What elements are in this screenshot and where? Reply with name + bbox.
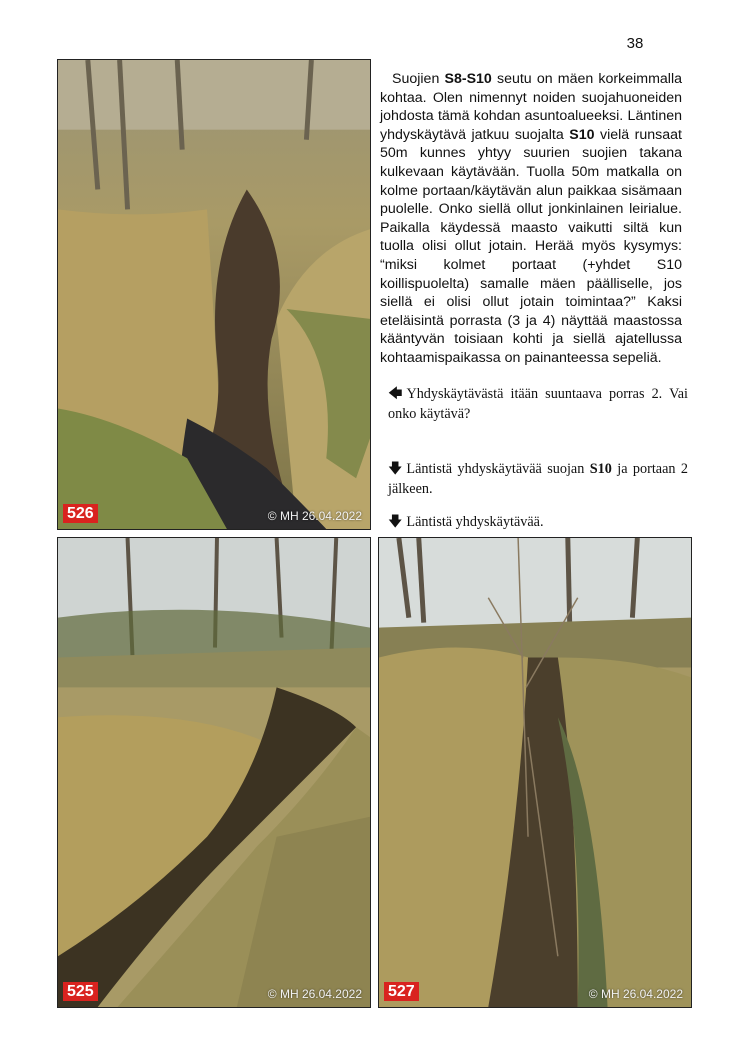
photo-credit: © MH 26.04.2022 bbox=[267, 509, 362, 523]
caption-text: Yhdyskäytävästä itään suuntaava porras 2. Vai onko käytävä? bbox=[388, 386, 688, 422]
caption-text: ja portaan 2 jälkeen. bbox=[388, 461, 688, 497]
text-segment: vielä runsaat 50m kunnes yhtyy suurien suojien takana kulkevaan käytävään. Tuolla 50m matkalla on kolme portaan/käytävän alun paikkaa sisämaan puolelle. Onko siellä ollut jonkinlainen leirialue. Paikalla käydessä maasto vaikutti siltä kun tuolla olisi ollut jotain. Herää myös kysymys: “miksi kolmet portaat (+yhdet S10 koillispuolelta) samalle mäen päälliselle, jos siellä ei olisi ollut jotain toimintaa?” Kaksi eteläisintä porrasta (3 ja 4) näyttää maastossa kääntyvän toisiaan kohti ja siellä ajatellussa kohtaamispaikassa on painanteessa sepeliä. bbox=[380, 126, 682, 366]
caption-photo-526 bbox=[388, 384, 688, 424]
text-segment: seutu on mäen korkeimmalla kohtaa. Olen nimennyt noiden suojahuoneiden johdosta tämä kohdan asuntoalueeksi. Läntinen yhdyskäytävä jatkuu suojalta bbox=[380, 71, 683, 143]
trench-photo-icon bbox=[58, 538, 370, 1007]
photo-number-badge: 527 bbox=[384, 982, 419, 1001]
photo-credit: © MH 26.04.2022 bbox=[588, 987, 683, 1001]
photo-525 bbox=[57, 537, 371, 1008]
caption-photo-525 bbox=[388, 459, 688, 499]
caption-photo-527 bbox=[388, 512, 688, 532]
photo-number-badge: 525 bbox=[63, 982, 98, 1001]
photo-526 bbox=[57, 59, 371, 530]
arrow-down-icon: 🡇 bbox=[388, 514, 403, 530]
trench-photo-icon bbox=[379, 538, 691, 1007]
caption-text: Läntistä yhdyskäytävää. bbox=[406, 514, 544, 530]
trench-photo-icon bbox=[58, 60, 370, 529]
bold-term: S8-S10 bbox=[444, 71, 492, 87]
arrow-left-icon: 🡄 bbox=[388, 386, 403, 402]
photo-527 bbox=[378, 537, 692, 1008]
bold-term: S10 bbox=[569, 126, 595, 143]
caption-text: Läntistä yhdyskäytävää suojan bbox=[406, 461, 590, 477]
arrow-down-left-icon: 🡇 bbox=[388, 461, 403, 477]
text-segment: Suojien bbox=[392, 71, 445, 87]
caption-bold-term: S10 bbox=[589, 461, 612, 477]
photo-number-badge: 526 bbox=[63, 504, 98, 523]
page-number: 38 bbox=[626, 35, 644, 52]
photo-credit: © MH 26.04.2022 bbox=[267, 987, 362, 1001]
main-paragraph bbox=[380, 70, 682, 368]
